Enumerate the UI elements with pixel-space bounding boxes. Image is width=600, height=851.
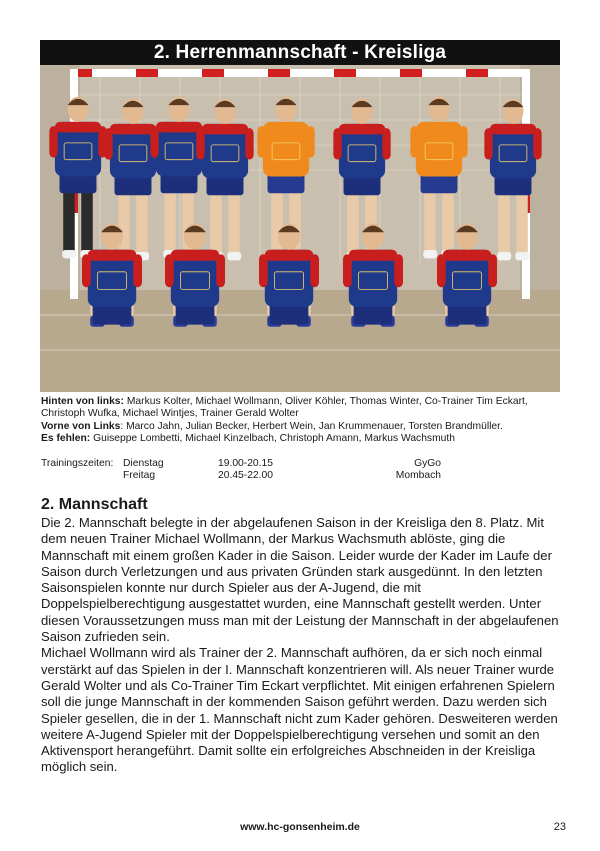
training-place: GyGo <box>414 458 441 469</box>
article-paragraph: Die 2. Mannschaft belegte in der abgelaufenen Saison in der Kreisliga den 8. Platz. Mit dem neuen Trainer Michael Wollmann, der Markus Wachsmuth ablöste, ging die Mannschaft mit einem großen Kader in die Saison. Leider wurde der Kader im Laufe der Saison durch Verletzungen und aus privaten Gründen stark ausgedünnt. In den letzten Saisonspielen konnte nur durch Spieler aus der A-Jugend, die mit Doppelspielberechtigung ausgestattet wurden, eine Mannschaft gestellt werden. Unter diesen Voraussetzungen muss man mit der Leistung der Mannschaft in der abgelaufenen Saison zufrieden sein. <box>41 515 559 645</box>
training-time: 19.00-20.15 <box>218 458 273 469</box>
training-row <box>41 470 441 482</box>
training-place: Mombach <box>395 470 441 481</box>
caption-front-label: Vorne von Links <box>41 420 121 432</box>
training-day: Dienstag <box>123 458 164 469</box>
team-photo-illustration <box>40 65 560 392</box>
training-row <box>41 458 441 470</box>
training-label: Trainingszeiten: <box>41 458 114 469</box>
caption-missing-label: Es fehlen: <box>41 432 91 444</box>
footer-url: www.hc-gonsenheim.de <box>240 821 360 833</box>
team-photo <box>40 65 560 392</box>
article-body <box>41 515 565 776</box>
training-time: 20.45-22.00 <box>218 470 273 481</box>
section-heading: 2. Mannschaft <box>41 496 148 513</box>
caption-back-label: Hinten von links: <box>41 396 124 407</box>
caption-front-names: : Marco Jahn, Julian Becker, Herbert Wein, Jan Krummenauer, Torsten Brandmüller. <box>120 420 503 432</box>
page-title: 2. Herrenmannschaft - Kreisliga <box>40 40 560 65</box>
training-day: Freitag <box>123 470 156 481</box>
photo-caption <box>41 396 566 445</box>
caption-back-names: Markus Kolter, Michael Wollmann, Oliver Köhler, Thomas Winter, Co-Trainer Tim Eckart, Christoph Wufka, Michael Wintjes, Trainer Gerald Wolter <box>41 396 528 420</box>
training-times <box>41 458 441 482</box>
caption-missing-names: Guiseppe Lombetti, Michael Kinzelbach, Christoph Amann, Markus Wachsmuth <box>90 432 455 444</box>
article-paragraph: Michael Wollmann wird als Trainer der 2. Mannschaft aufhören, da er sich noch einmal verstärkt auf das Spielen in der I. Mannschaft konzentrieren will. Als neuer Trainer wurde Gerald Wolter und als Co-Trainer Tim Eckart verpflichtet. Mit einigen erfahrenen Spielern soll die junge Mannschaft in der kommenden Saison geführt werden. Dazu werden sich Spieler gesellen, die in der 1. Mannschaft nicht zum Kader gehören. Desweiteren werden weitere A-Jugend Spieler mit der Doppelspielberechtigung versehen und somit an den Aktivensport herangeführt. Damit sollte ein erfolgreiches Abschneiden in der Kreisliga möglich sein. <box>41 645 558 775</box>
page-number: 23 <box>553 821 566 833</box>
